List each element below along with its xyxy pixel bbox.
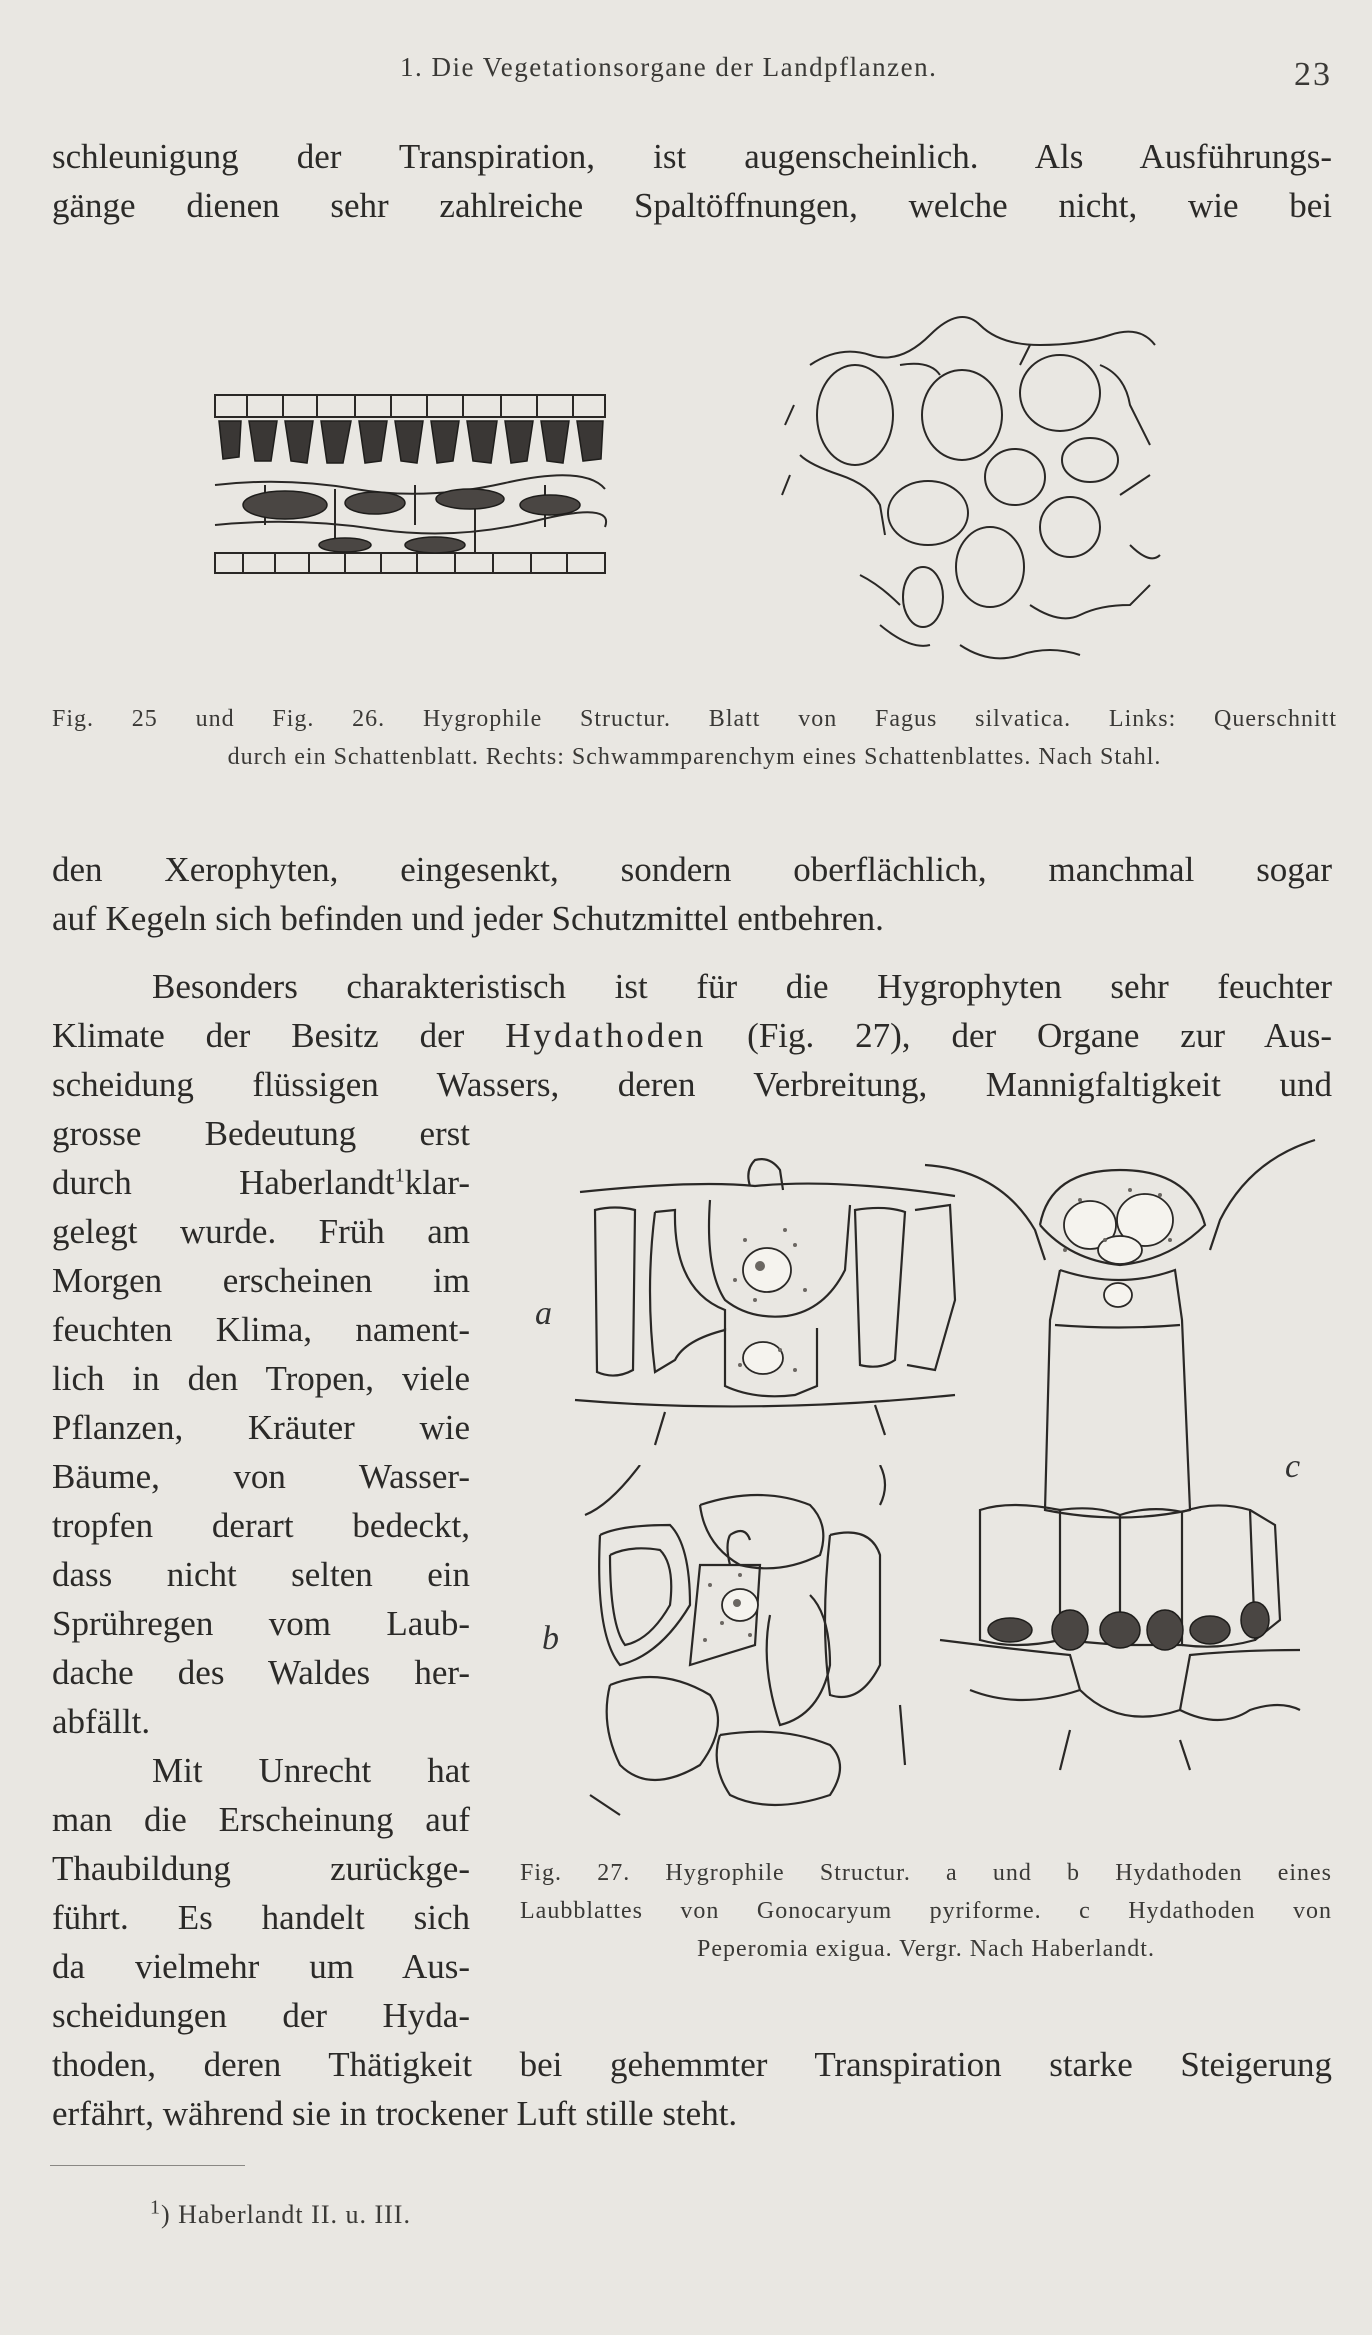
paragraph-top	[52, 132, 1332, 230]
text-line: gänge dienen sehr zahlreiche Spaltöffnungen, welche nicht, wie bei	[52, 186, 1332, 225]
text-line: man die Erscheinung auf	[52, 1800, 470, 1839]
text-line	[52, 1158, 470, 1207]
caption-line: durch ein Schattenblatt. Rechts: Schwammparenchym eines Schattenblattes. Nach Stahl.	[227, 744, 1162, 770]
footnote-mark: 1	[150, 2196, 161, 2219]
fig27a-hydathode-drawing	[555, 1150, 975, 1450]
text-line: Mit Unrecht hat	[152, 1751, 470, 1790]
text-line: da vielmehr um Aus-	[52, 1947, 470, 1986]
text-line: abfällt.	[52, 1702, 151, 1741]
text-line: scheidungen der Hyda-	[52, 1996, 470, 2035]
text-line: grosse Bedeutung erst	[52, 1114, 470, 1153]
text-line: auf Kegeln sich befinden und jeder Schutzmittel entbehren.	[52, 899, 884, 938]
fig27-caption	[520, 1854, 1332, 1968]
fig25-26-caption	[52, 700, 1337, 776]
emphasized-term: Hydathoden	[505, 1016, 707, 1055]
caption-line: Fig. 25 und Fig. 26. Hygrophile Structur. Blatt von Fagus silvatica. Links: Querschnitt	[52, 706, 1337, 732]
text-line: Bäume, von Wasser-	[52, 1457, 470, 1496]
text-line: führt. Es handelt sich	[52, 1898, 470, 1937]
fig27c-hydathode-drawing	[920, 1130, 1320, 1790]
text-line: erfährt, während sie in trockener Luft stille steht.	[52, 2094, 738, 2133]
paragraph-closing	[52, 2040, 1332, 2138]
text-line: tropfen derart bedeckt,	[52, 1506, 470, 1545]
paragraph-xerophyten	[52, 845, 1332, 943]
footnote-divider	[50, 2165, 245, 2166]
text-line: dache des Waldes her-	[52, 1653, 470, 1692]
chapter-title: 1. Die Vegetationsorgane der Landpflanzen.	[400, 52, 938, 82]
text-line: lich in den Tropen, viele	[52, 1359, 470, 1398]
text-line: Thaubildung zurückge-	[52, 1849, 470, 1888]
fig27-label-b: b	[542, 1620, 559, 1657]
text-line: Besonders charakteristisch ist für die Hygrophyten sehr feuchter	[152, 967, 1332, 1006]
text-line: thoden, deren Thätigkeit bei gehemmter Transpiration starke Steigerung	[52, 2045, 1332, 2084]
text-line: scheidung flüssigen Wassers, deren Verbreitung, Mannigfaltigkeit und	[52, 1065, 1332, 1104]
fig25-leaf-cross-section	[205, 385, 615, 585]
fig26-spongy-parenchyma	[780, 305, 1180, 675]
text-line: den Xerophyten, eingesenkt, sondern oberflächlich, manchmal sogar	[52, 850, 1332, 889]
text-line: Sprühregen vom Laub-	[52, 1604, 470, 1643]
text-line: dass nicht selten ein	[52, 1555, 470, 1594]
running-header	[0, 52, 1372, 92]
text-line: Morgen erscheinen im	[52, 1261, 470, 1300]
text-line: schleunigung der Transpiration, ist augenscheinlich. Als Ausführungs-	[52, 137, 1332, 176]
footnote	[150, 2196, 411, 2230]
text-line: Pflanzen, Kräuter wie	[52, 1408, 470, 1447]
footnote-text: ) Haberlandt II. u. III.	[161, 2200, 411, 2229]
paragraph-hydathoden	[52, 962, 1332, 1109]
text-line: gelegt wurde. Früh am	[52, 1212, 470, 1251]
text-line	[52, 1011, 1332, 1060]
page-number: 23	[1294, 56, 1332, 93]
text-segment: klar-	[404, 1163, 470, 1202]
caption-line: Laubblattes von Gonocaryum pyriforme. c Hydathoden von	[520, 1898, 1332, 1924]
fig27b-hydathode-drawing	[580, 1465, 910, 1825]
narrow-text-column	[52, 1109, 470, 2040]
caption-line: Fig. 27. Hygrophile Structur. a und b Hydathoden eines	[520, 1860, 1332, 1886]
text-line: feuchten Klima, nament-	[52, 1310, 470, 1349]
footnote-reference[interactable]: 1	[394, 1164, 405, 1187]
text-segment: Klimate der Besitz der	[52, 1016, 506, 1055]
text-segment: durch Haberlandt	[52, 1163, 395, 1202]
caption-line: Peperomia exigua. Vergr. Nach Haberlandt.	[697, 1936, 1155, 1962]
fig27-label-c: c	[1285, 1448, 1301, 1485]
text-segment: (Fig. 27), der Organe zur Aus-	[706, 1016, 1332, 1055]
fig27-label-a: a	[535, 1295, 552, 1332]
